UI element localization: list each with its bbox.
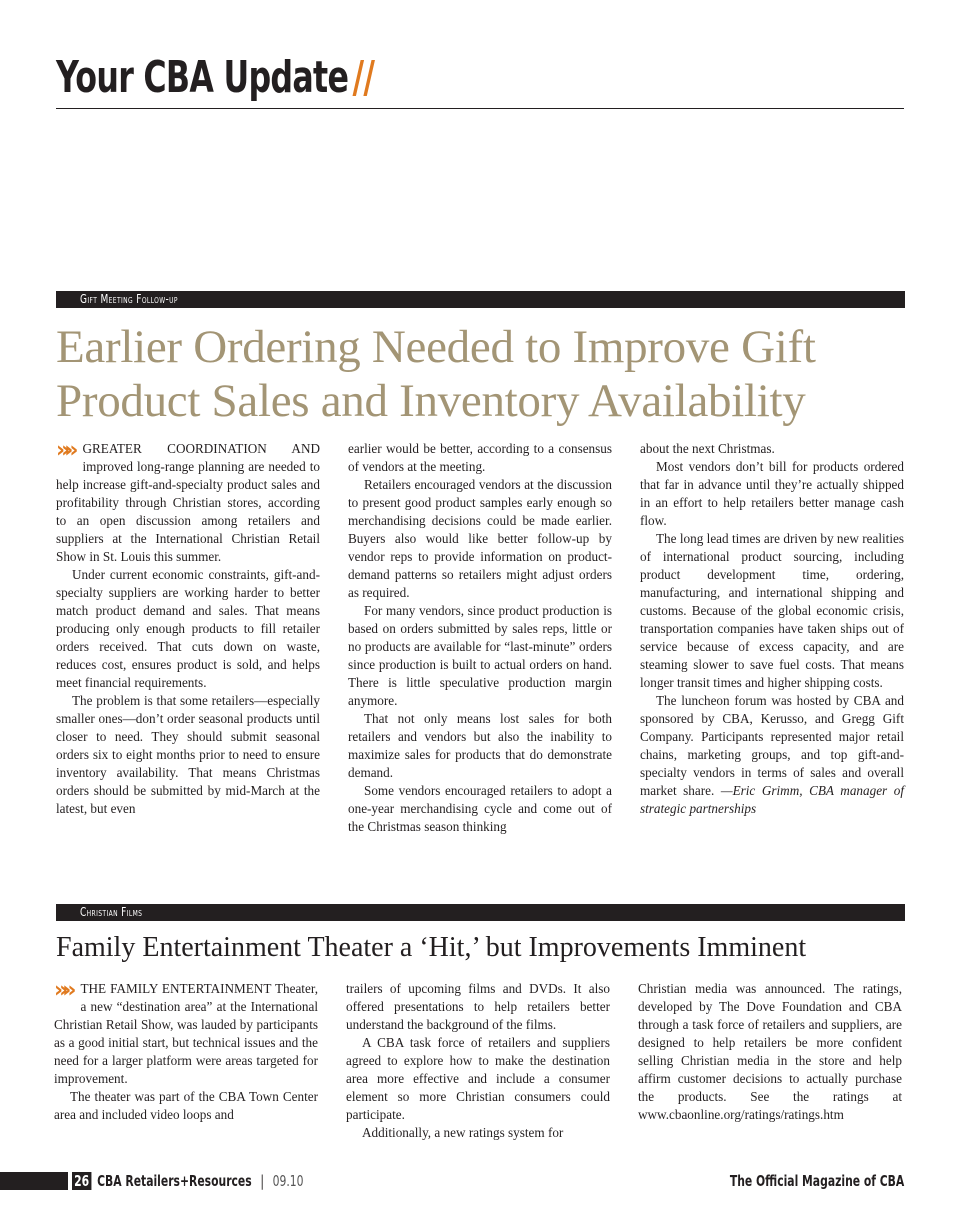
article1-paragraph: That not only means lost sales for both retailers and vendors but also the inability to maximize sales for products that do demonstrate demand.	[348, 711, 612, 780]
article1-paragraph: earlier would be better, according to a consensus of vendors at the meeting.	[348, 441, 612, 474]
article2-paragraph: trailers of upcoming films and DVDs. It also offered presentations to help retailers better understand the background of the films.	[346, 981, 610, 1032]
article1-column-1	[56, 440, 320, 818]
masthead	[56, 48, 904, 109]
article1-paragraph: Retailers encouraged vendors at the discussion to present good product samples early enough so merchandising decisions could be made earlier. Buyers also would like better follow-up by vendor reps to provide information on product-demand patterns so retailers might adjust orders as required.	[348, 477, 612, 600]
article1-paragraph: For many vendors, since product production is based on orders submitted by sales reps, little or no products are available for “last-minute” orders since production is built to actual orders on hand. There is little speculative production margin anymore.	[348, 603, 612, 708]
article2-paragraph: A CBA task force of retailers and suppliers agreed to explore how to make the destination area more effective and include a consumer element so more Christian consumers could participate.	[346, 1035, 610, 1122]
section-bar-christian-films	[56, 904, 905, 921]
article2-paragraph: Additionally, a new ratings system for	[362, 1125, 564, 1140]
article1-paragraph: Most vendors don’t bill for products ordered that far in advance until they’re actually shipped in an effort to help retailers better manage cash flow.	[640, 459, 904, 528]
chevron-icon: »»	[56, 438, 73, 463]
section-label: Christian Films	[80, 905, 143, 919]
article2-column-2	[346, 980, 610, 1142]
section-label: Gift Meeting Follow-up	[80, 292, 178, 306]
article2-paragraph: THE FAMILY ENTERTAINMENT Theater, a new “destination area” at the International Christian Retail Show, was lauded by participants as a good initial start, but technical issues and the need for a larger platform were areas targeted for improvement.	[54, 981, 318, 1086]
footer-left	[72, 1172, 304, 1190]
article1-paragraph: The problem is that some retailers—especially smaller ones—don’t order seasonal products until closer to need. They should submit seasonal orders six to eight months prior to need to ensure inventory availability. That means Christmas orders should be submitted by mid-March at the latest, but even	[56, 693, 320, 816]
page-number: 26	[72, 1172, 91, 1190]
article1-headline	[56, 320, 916, 428]
headline-line-1: Earlier Ordering Needed to Improve Gift	[56, 321, 816, 373]
article1-column-2	[348, 440, 612, 836]
lead-caps: GREATER COORDINATION AND	[82, 441, 320, 456]
masthead-slashes: //	[352, 52, 375, 103]
article2-paragraph: The theater was part of the CBA Town Center area and included video loops and	[54, 1089, 318, 1122]
byline: —Eric Grimm, CBA manager of strategic partnerships	[640, 783, 905, 816]
article1-paragraph: The luncheon forum was hosted by CBA and sponsored by CBA, Kerusso, and Gregg Gift Company. Participants represented major retail chains, marketing groups, and top gift-and-specialty vendors in terms of sales and overall market share. —Eric Grimm, CBA manager of strategic partnerships	[640, 693, 905, 816]
article1-paragraph: Under current economic constraints, gift-and-specialty suppliers are working harder to better match product demand and sales. That means producing only enough products to fill retailer orders received. That cuts down on waste, reduces cost, ensures product is sold, and helps meet financial requirements.	[56, 567, 320, 690]
article2-paragraph: Christian media was announced. The ratings, developed by The Dove Foundation and CBA through a task force of retailers and suppliers, are designed to help retailers be more confident selling Christian media in the store and help affirm customer decisions to actually purchase the products. See the ratings at www.cbaonline.org/ratings/ratings.htm	[638, 981, 902, 1122]
magazine-name: CBA Retailers+Resources	[97, 1172, 252, 1190]
footer-bar	[0, 1172, 68, 1190]
article1-paragraph: about the next Christmas.	[640, 441, 775, 456]
article2-headline: Family Entertainment Theater a ‘Hit,’ but Improvements Imminent	[56, 932, 807, 963]
article2-column-3	[638, 980, 902, 1124]
article1-paragraph: Some vendors encouraged retailers to adopt a one-year merchandising cycle and come out of the Christmas season thinking	[348, 783, 612, 834]
issue-date: 09.10	[272, 1172, 304, 1190]
lead-caps: THE FAMILY ENTERTAINMENT	[80, 981, 272, 996]
headline-line-2: Product Sales and Inventory Availability	[56, 375, 806, 427]
footer-separator: |	[260, 1172, 264, 1190]
section-bar-gift-meeting	[56, 291, 905, 308]
masthead-title: Your CBA Update//	[56, 52, 375, 103]
chevron-icon: »»	[54, 978, 71, 1003]
footer-tagline: The Official Magazine of CBA	[729, 1172, 904, 1190]
article1-column-3	[640, 440, 904, 818]
article1-paragraph: GREATER COORDINATION AND improved long-range planning are needed to help increase gift-and-specialty product sales and profitability through Christian stores, according to an open discussion among retailers and suppliers at the International Christian Retail Show in St. Louis this summer.	[56, 441, 320, 564]
article1-paragraph: The long lead times are driven by new realities of international product sourcing, including product development time, ordering, manufacturing, and international shipping and customs. Because of the global economic crisis, transportation companies have taken ships out of service because of excess capacity, and are steaming slower to save fuel costs. That means longer transit times and higher shipping costs.	[640, 531, 904, 690]
article2-column-1	[54, 980, 318, 1124]
